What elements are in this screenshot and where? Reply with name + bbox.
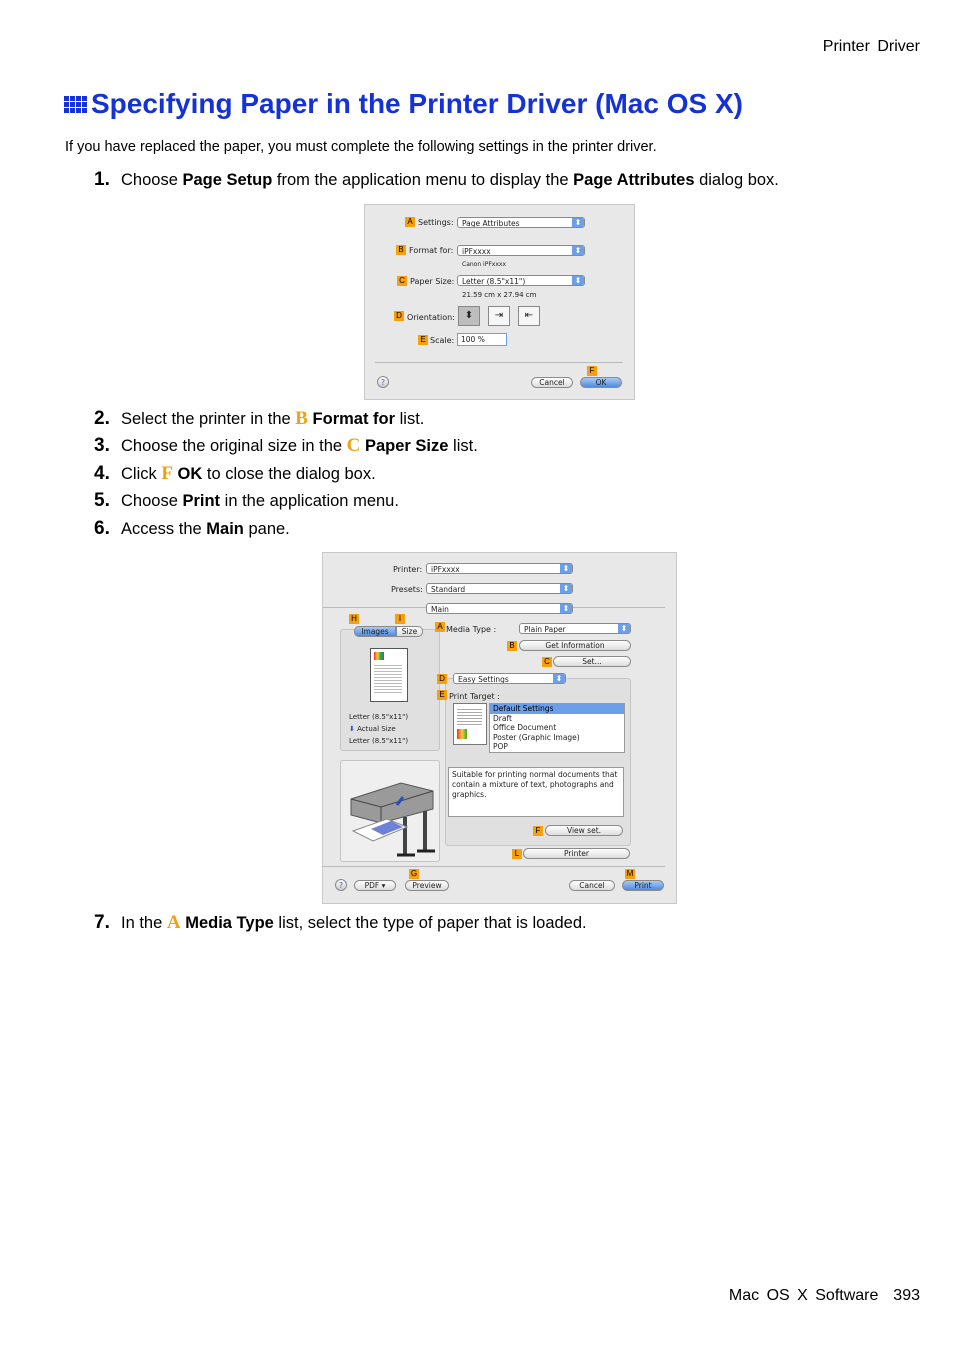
callout-g: G (410, 869, 418, 878)
print-dialog (322, 552, 677, 904)
preview-media-size: Letter (8.5"x11") (349, 713, 409, 721)
landscape-right-icon: ⇤ (524, 310, 534, 321)
orientation-label: Orientation: (407, 313, 455, 322)
page-setup-dialog (364, 204, 635, 400)
presets-label: Presets: (391, 585, 423, 594)
help-button[interactable]: ? (377, 376, 389, 388)
paper-size-popup[interactable]: Letter (8.5"x11") ⬍ (457, 275, 585, 286)
settings-popup[interactable]: Page Attributes ⬍ (457, 217, 585, 228)
printer-illustration-icon (341, 761, 439, 861)
callout-f: F (533, 826, 543, 836)
pane-popup[interactable]: Main ⬍ (426, 603, 573, 614)
orientation-landscape-right-button[interactable] (518, 306, 540, 326)
callout-i: I (395, 614, 405, 624)
printer-popup[interactable]: iPFxxxx ⬍ (426, 563, 573, 574)
page-footer (729, 1287, 920, 1305)
scale-label: Scale: (430, 336, 455, 345)
print-target-thumbnail (453, 703, 487, 745)
step-1: 1. Choose Page Setup from the application menu to display the Page Attributes dialog box. (94, 169, 779, 190)
step-5: 5. Choose Print in the application menu. (94, 490, 399, 511)
section-grid-icon (64, 96, 87, 113)
callout-f: F (587, 366, 597, 376)
format-for-popup[interactable]: iPFxxxx ⬍ (457, 245, 585, 256)
thumbnail-image-icon (457, 729, 467, 739)
callout-h: H (349, 614, 359, 624)
media-type-popup[interactable]: Plain Paper ⬍ (519, 623, 631, 634)
callout-d: D (437, 674, 447, 684)
menu-name: Page Setup (182, 171, 273, 189)
printer-label: Printer: (393, 565, 423, 574)
step-6: 6. Access the Main pane. (94, 518, 290, 539)
thumbnail-text (457, 707, 482, 727)
footer-section: Mac OS X Software (728, 1287, 879, 1304)
print-target-label: Print Target : (449, 692, 500, 701)
format-for-label: Format for: (409, 246, 454, 255)
cancel-button[interactable]: Cancel (531, 377, 573, 388)
help-button[interactable]: ? (335, 879, 347, 891)
arrow-down-icon: ⬇ (349, 725, 355, 733)
callout-letter: B (295, 408, 308, 429)
paper-size-label: Paper Size: (410, 277, 455, 286)
callout-letter: C (346, 435, 361, 456)
callout-letter: F (161, 463, 173, 484)
description-box: Suitable for printing normal documents that contain a mixture of text, photographs and graphics. (448, 767, 624, 817)
pdf-button[interactable]: PDF ▾ (354, 880, 396, 891)
callout-a: A (435, 622, 445, 632)
callout-e: E (437, 690, 447, 700)
print-button[interactable]: Print (622, 880, 664, 891)
callout-c: C (542, 657, 552, 667)
orientation-landscape-left-button[interactable] (488, 306, 510, 326)
list-item[interactable]: Default Settings (490, 704, 624, 714)
media-type-label: Media Type : (446, 625, 497, 634)
printer-button[interactable]: Printer (523, 848, 630, 859)
tab-images[interactable]: Images (354, 626, 396, 637)
divider (323, 866, 665, 867)
page-title (64, 88, 743, 120)
callout-m: M (626, 869, 634, 878)
page-number: 393 (893, 1287, 920, 1304)
tab-size[interactable]: Size (396, 626, 423, 637)
callout-d: D (394, 311, 404, 321)
preview-button[interactable]: Preview (405, 880, 449, 891)
preview-image-icon (374, 652, 384, 660)
step-2: 2. Select the printer in the B Format for list. (94, 408, 425, 429)
list-item[interactable]: Poster (Graphic Image) (493, 732, 580, 742)
view-settings-button[interactable]: View set. (545, 825, 623, 836)
list-item[interactable]: POP (493, 742, 508, 751)
callout-b: B (396, 245, 406, 255)
list-item[interactable]: Office Document (493, 723, 557, 732)
page-preview-thumbnail (370, 648, 408, 702)
intro-paragraph: If you have replaced the paper, you must complete the following settings in the printer driver. (65, 139, 657, 155)
set-button[interactable]: Set... (553, 656, 631, 667)
callout-b: B (507, 641, 517, 651)
print-target-list[interactable] (489, 703, 625, 753)
presets-popup[interactable]: Standard ⬍ (426, 583, 573, 594)
printer-illustration-panel (340, 760, 440, 862)
step-4: 4. Click F OK to close the dialog box. (94, 463, 376, 484)
list-item[interactable]: Draft (493, 713, 512, 723)
preview-text-lines (374, 663, 402, 695)
callout-c: C (397, 276, 407, 286)
divider (375, 362, 623, 363)
callout-letter: A (166, 912, 181, 933)
callout-l: L (512, 849, 522, 859)
preview-output-size: ⬇ Actual Size (349, 725, 396, 733)
callout-a: A (405, 217, 415, 227)
get-information-button[interactable]: Get Information (519, 640, 631, 651)
format-for-sub: Canon iPFxxxx (462, 261, 506, 268)
dialog-name: Page Attributes (573, 171, 695, 189)
orientation-portrait-button[interactable] (458, 306, 480, 326)
step-number: 1. (94, 169, 110, 190)
paper-size-sub: 21.59 cm x 27.94 cm (462, 291, 537, 299)
ok-button[interactable]: OK (580, 377, 622, 388)
mode-popup[interactable]: Easy Settings ⬍ (453, 673, 566, 684)
page-title-text: Specifying Paper in the Printer Driver (Mac OS X) (91, 88, 743, 119)
running-header: Printer Driver (822, 38, 920, 55)
preview-paper-size: Letter (8.5"x11") (349, 737, 409, 745)
landscape-left-icon: ⇥ (494, 310, 504, 321)
step-3: 3. Choose the original size in the C Paper Size list. (94, 435, 478, 456)
callout-e: E (418, 335, 428, 345)
step-7: 7. In the A Media Type list, select the type of paper that is loaded. (94, 912, 587, 933)
settings-label: Settings: (418, 218, 454, 227)
scale-field[interactable]: 100 % (457, 333, 507, 346)
cancel-button[interactable]: Cancel (569, 880, 615, 891)
portrait-icon: ⬍ (464, 310, 474, 321)
